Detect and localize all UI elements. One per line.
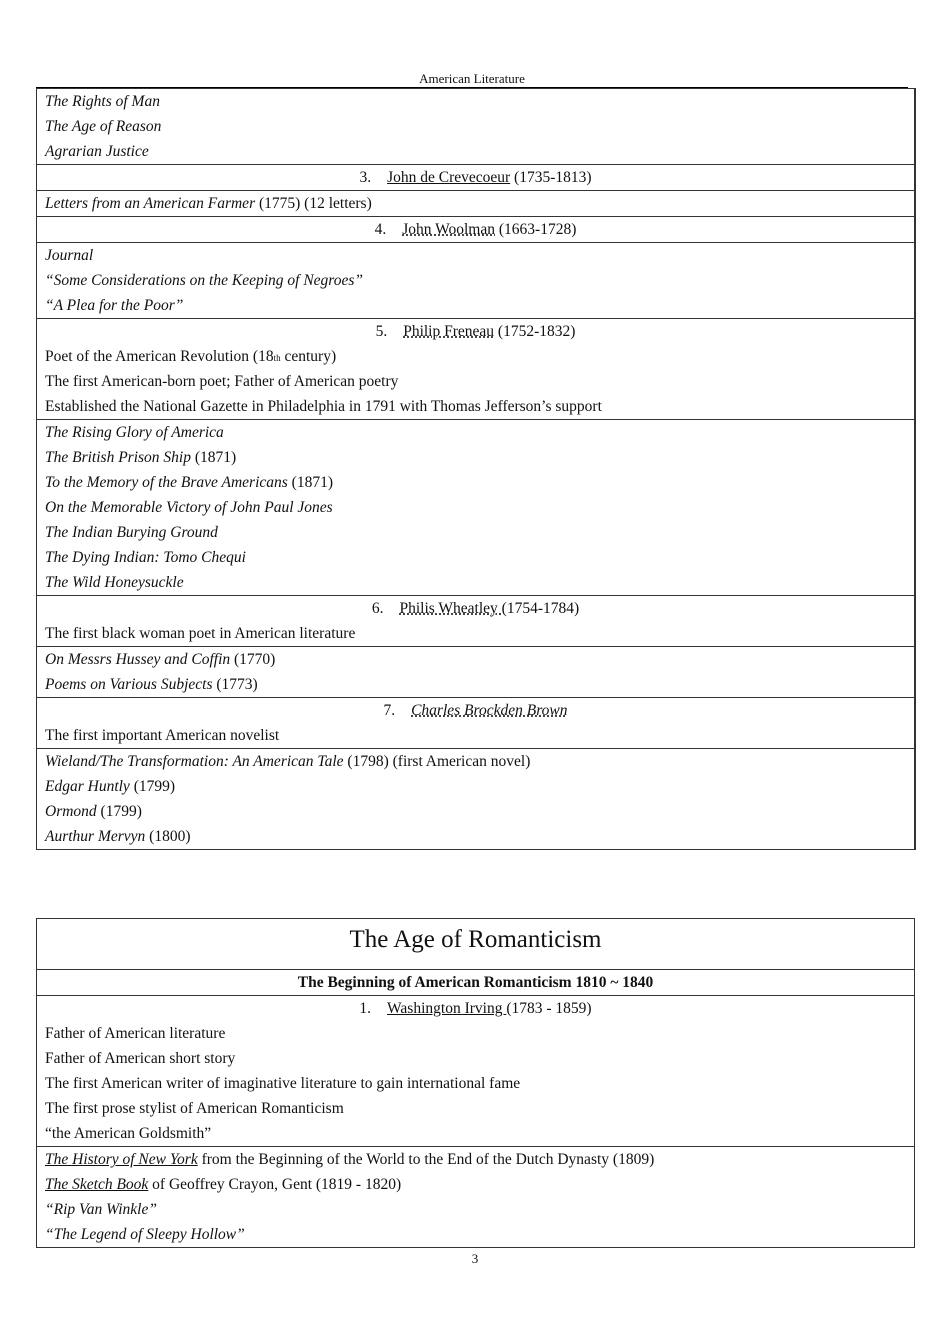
text-segment: (1754-1784) xyxy=(501,600,580,617)
running-header: American Literature xyxy=(36,71,908,89)
table-row xyxy=(37,646,914,697)
text-line xyxy=(45,1121,906,1146)
table-row xyxy=(37,190,914,216)
text-segment: The first black woman poet in American literature xyxy=(45,625,356,642)
author-name: Charles Brockden Brown xyxy=(411,702,568,719)
author-heading xyxy=(45,165,906,190)
work-title: “Rip Van Winkle” xyxy=(45,1201,157,1218)
table-row xyxy=(37,748,914,849)
text-line xyxy=(45,394,906,419)
author-name: The History of New York xyxy=(45,1151,198,1168)
table-row xyxy=(37,595,914,646)
work-title: Letters from an American Farmer xyxy=(45,195,256,212)
text-line xyxy=(45,749,906,774)
text-line xyxy=(45,139,906,164)
text-segment: The Beginning of American Romanticism 1810 ~ 1840 xyxy=(297,974,654,991)
list-number: 1. xyxy=(359,1000,372,1017)
work-title: The Rising Glory of America xyxy=(45,424,224,441)
author-name: John de Crevecoeur xyxy=(387,169,511,186)
text-line xyxy=(45,470,906,495)
text-line xyxy=(45,1197,906,1222)
author-name: Washington Irving xyxy=(387,1000,507,1017)
text-line xyxy=(45,344,906,369)
text-line xyxy=(45,1172,906,1197)
work-title: The Age of Reason xyxy=(45,118,162,135)
work-title: Wieland/The Transformation: An American Tale xyxy=(45,753,344,770)
work-title: Edgar Huntly xyxy=(45,778,130,795)
author-heading xyxy=(45,996,906,1021)
text-line xyxy=(45,1046,906,1071)
author-heading xyxy=(45,319,906,344)
text-segment: (1798) (first American novel) xyxy=(343,753,531,770)
age-of-reason-authors-table xyxy=(36,88,916,850)
text-segment: The first important American novelist xyxy=(45,727,280,744)
text-segment: Poet of the American Revolution (18 xyxy=(45,348,274,365)
table-row xyxy=(37,1146,914,1247)
work-title: The Dying Indian: Tomo Chequi xyxy=(45,549,246,566)
work-title: “Some Considerations on the Keeping of Negroes” xyxy=(45,272,364,289)
text-segment: (1783 - 1859) xyxy=(506,1000,592,1017)
table-row xyxy=(37,216,914,242)
text-line xyxy=(45,672,906,697)
text-segment: (1871) xyxy=(287,474,333,491)
work-title: Ormond xyxy=(45,803,97,820)
text-segment: Father of American literature xyxy=(45,1025,226,1042)
text-segment: (1770) xyxy=(230,651,276,668)
text-line xyxy=(45,545,906,570)
work-title: Agrarian Justice xyxy=(45,143,149,160)
text-segment: (1773) xyxy=(212,676,258,693)
work-title: The Indian Burying Ground xyxy=(45,524,218,541)
text-segment: The first American writer of imaginative literature to gain international fame xyxy=(45,1075,521,1092)
section-subtitle xyxy=(45,970,906,995)
text-line xyxy=(45,621,906,646)
table-row xyxy=(37,164,914,190)
table-row xyxy=(37,318,914,419)
text-segment: The first prose stylist of American Romanticism xyxy=(45,1100,344,1117)
author-name: John Woolman xyxy=(402,221,495,238)
text-segment: century) xyxy=(280,348,337,365)
author-name: Philip Freneau xyxy=(403,323,495,340)
text-line xyxy=(45,774,906,799)
table-row xyxy=(37,242,914,318)
text-segment: (1799) xyxy=(129,778,176,795)
text-segment: (1775) (12 letters) xyxy=(255,195,372,212)
text-line xyxy=(45,1147,906,1172)
work-title: Poems on Various Subjects xyxy=(45,676,213,693)
text-line xyxy=(45,268,906,293)
text-segment: The Age of Romanticism xyxy=(349,926,602,953)
text-segment: (1799) xyxy=(96,803,142,820)
text-line xyxy=(45,495,906,520)
text-line xyxy=(45,293,906,318)
work-title: Aurthur Mervyn xyxy=(45,828,146,845)
text-line xyxy=(45,723,906,748)
text-line xyxy=(45,799,906,824)
work-title: “A Plea for the Poor” xyxy=(45,297,184,314)
table-row xyxy=(37,995,914,1146)
text-line xyxy=(45,445,906,470)
work-title: The British Prison Ship xyxy=(45,449,191,466)
list-number: 6. xyxy=(371,600,384,617)
work-title: The Rights of Man xyxy=(45,93,160,110)
list-number: 5. xyxy=(375,323,388,340)
work-title: To the Memory of the Brave Americans xyxy=(45,474,288,491)
text-line xyxy=(45,420,906,445)
text-line xyxy=(45,520,906,545)
author-name: The Sketch Book xyxy=(45,1176,149,1193)
text-segment: th xyxy=(273,353,281,363)
section-title xyxy=(45,919,906,969)
author-heading xyxy=(45,596,906,621)
text-line xyxy=(45,191,906,216)
text-segment: (1800) xyxy=(145,828,191,845)
text-segment: from the Beginning of the World to the End of the Dutch Dynasty (1809) xyxy=(197,1151,655,1168)
author-heading xyxy=(45,217,906,242)
text-segment: Established the National Gazette in Philadelphia in 1791 with Thomas Jefferson’s support xyxy=(45,398,602,415)
text-line xyxy=(45,570,906,595)
table-row xyxy=(37,419,914,595)
text-line xyxy=(45,89,906,114)
list-number: 4. xyxy=(374,221,387,238)
text-segment: (1871) xyxy=(190,449,237,466)
text-line xyxy=(45,1071,906,1096)
text-line xyxy=(45,1021,906,1046)
text-line xyxy=(45,369,906,394)
text-line xyxy=(45,114,906,139)
work-title: Journal xyxy=(45,247,94,264)
text-segment: “the American Goldsmith” xyxy=(45,1125,212,1142)
author-heading xyxy=(45,698,906,723)
text-line xyxy=(45,824,906,849)
text-segment: (1752-1832) xyxy=(494,323,576,340)
work-title: The Wild Honeysuckle xyxy=(45,574,184,591)
text-line xyxy=(45,647,906,672)
text-segment: (1663-1728) xyxy=(495,221,577,238)
page-number: 3 xyxy=(471,1251,479,1266)
work-title: On the Memorable Victory of John Paul Jones xyxy=(45,499,333,516)
text-line xyxy=(45,1096,906,1121)
table-row xyxy=(37,697,914,748)
table-row xyxy=(37,919,914,969)
list-number: 7. xyxy=(383,702,396,719)
table-row xyxy=(37,969,914,995)
list-number: 3. xyxy=(359,169,372,186)
text-segment: Father of American short story xyxy=(45,1050,236,1067)
author-name: Philis Wheatley xyxy=(399,600,502,617)
text-segment: (1735-1813) xyxy=(510,169,592,186)
work-title: On Messrs Hussey and Coffin xyxy=(45,651,231,668)
romanticism-table xyxy=(36,918,915,1248)
text-line xyxy=(45,1222,906,1247)
table-row xyxy=(37,89,914,164)
text-segment: of Geoffrey Crayon, Gent (1819 - 1820) xyxy=(148,1176,402,1193)
text-line xyxy=(45,243,906,268)
work-title: “The Legend of Sleepy Hollow” xyxy=(45,1226,245,1243)
text-segment: The first American-born poet; Father of American poetry xyxy=(45,373,399,390)
